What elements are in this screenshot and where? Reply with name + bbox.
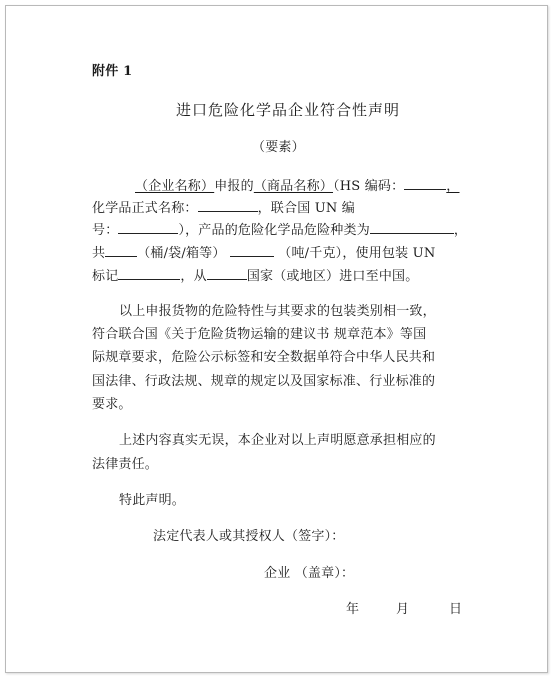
un-number-blank xyxy=(118,221,178,234)
date-month: 月 xyxy=(396,602,410,617)
origin-country-blank xyxy=(207,267,247,280)
date-year: 年 xyxy=(346,602,360,617)
para2-line-1: 以上申报货物的危险特性与其要求的包装类别相一致， xyxy=(119,304,436,319)
para2-line-2: 符合联合国《关于危险货物运输的建议书 规章范本》等国 xyxy=(92,327,427,342)
declaration-line-3: 号： ），产品的危险化学品危险种类为 ， xyxy=(92,223,468,238)
declaration-line-1: （企业名称）申报的（商品名称）（HS 编码： ， xyxy=(135,179,460,194)
chemical-name-blank xyxy=(198,199,258,212)
company-name-placeholder: （企业名称） xyxy=(135,179,215,194)
document-subtitle: （要素） xyxy=(252,140,305,155)
date-day: 日 xyxy=(449,602,463,617)
document-title: 进口危险化学品企业符合性声明 xyxy=(176,101,401,119)
hazard-class-blank xyxy=(370,221,454,234)
para3-line-1: 上述内容真实无误，本企业对以上声明愿意承担相应的 xyxy=(119,433,436,448)
declaration-line-2: 化学品正式名称： ，联合国 UN 编 xyxy=(92,201,356,216)
hs-code-blank xyxy=(404,177,446,190)
seal-line: 企业 （盖章）： xyxy=(264,566,355,581)
para3-line-2: 法律责任。 xyxy=(92,457,159,472)
weight-blank xyxy=(230,244,274,257)
special-statement: 特此声明。 xyxy=(119,493,186,508)
document-page xyxy=(5,5,548,673)
declaration-line-4: 共 （桶/袋/箱等） （吨/千克），使用包装 UN xyxy=(92,246,436,261)
product-name-placeholder: （商品名称） xyxy=(253,179,334,194)
quantity-blank xyxy=(105,244,137,257)
un-mark-blank xyxy=(118,267,180,280)
attachment-label: 附件 1 xyxy=(92,64,133,79)
para2-line-4: 国法律、行政法规、规章的规定以及国家标准、行业标准的 xyxy=(92,374,436,389)
para2-line-5: 要求。 xyxy=(92,397,132,412)
para2-line-3: 际规章要求，危险公示标签和安全数据单符合中华人民共和 xyxy=(92,350,436,365)
declaration-line-5: 标记 ，从 国家（或地区）进口至中国。 xyxy=(92,269,419,284)
signature-line: 法定代表人或其授权人（签字）： xyxy=(153,529,345,544)
